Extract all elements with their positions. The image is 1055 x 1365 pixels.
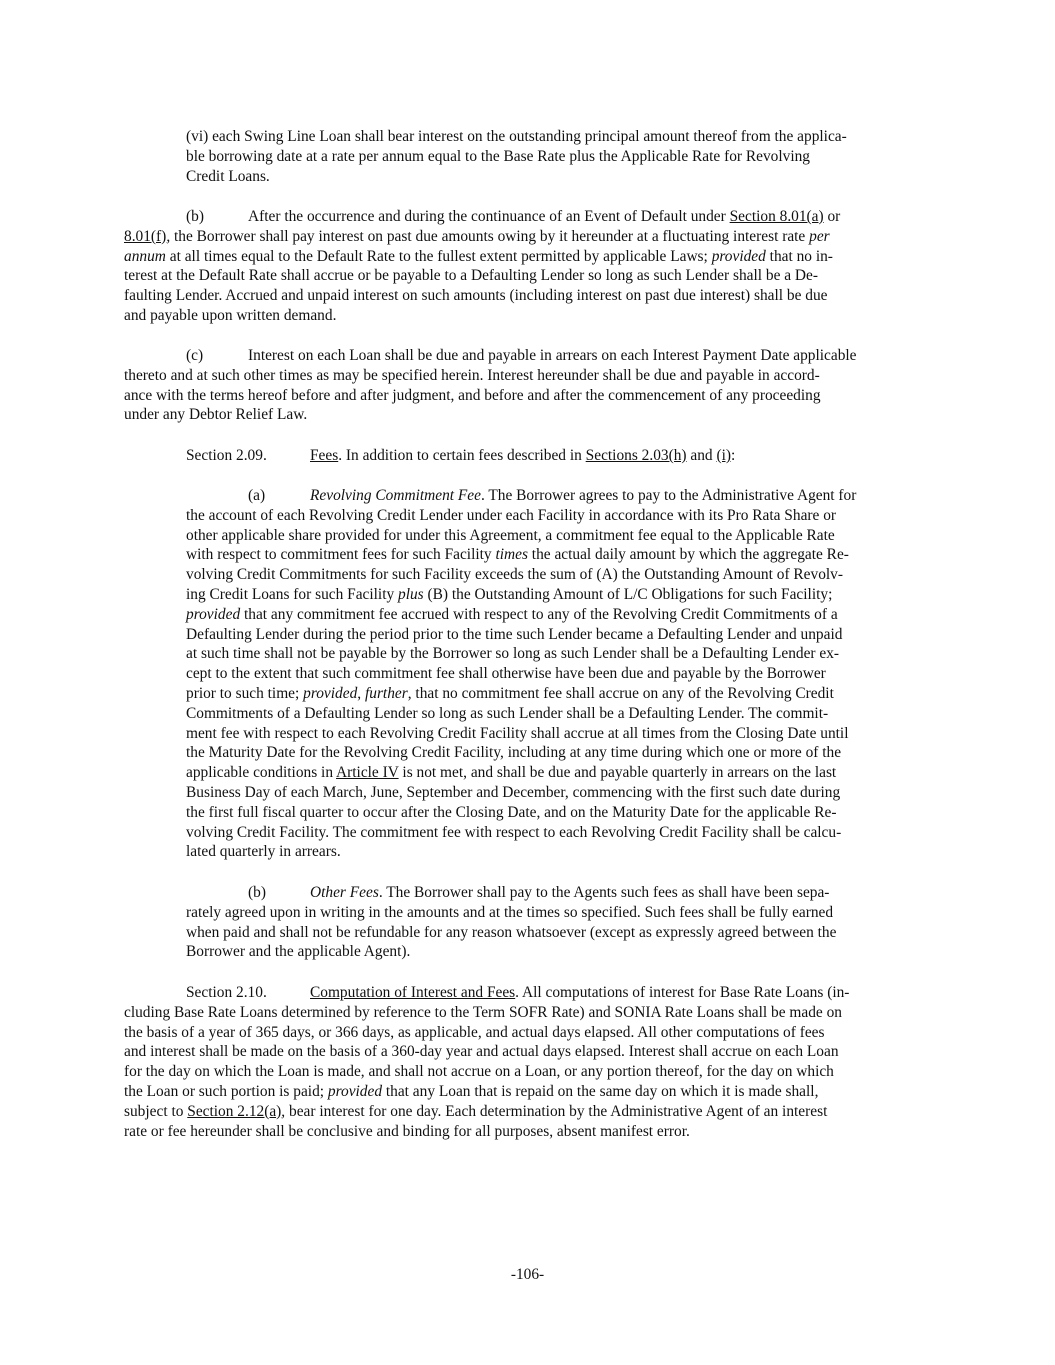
clause-vi-line: (vi) each Swing Line Loan shall bear interest on the outstanding principal amount thereof from the applica- xyxy=(186,128,847,145)
paragraph-c-interest-payment: (c) Interest on each Loan shall be due and payable in arrears on each Interest Payment Date applicable thereto and at such other times as may be specified herein. Interest hereunder shall be due and payable in accord- ance with the terms hereof before and after judgment, and before and after the commencement of any proceeding under any Debtor Relief Law. xyxy=(124,347,857,424)
page-number: -106- xyxy=(510,1266,545,1283)
clause-vi-line: ble borrowing date at a rate per annum equal to the Base Rate plus the Applicable Rate for Revolving xyxy=(186,147,810,165)
paragraph-marker: (b) xyxy=(248,884,266,901)
clause-vi xyxy=(186,127,847,186)
cross-reference-link[interactable]: Section 8.01(a) xyxy=(729,208,824,225)
section-title: Computation of Interest and Fees xyxy=(310,984,516,1001)
section-number: Section 2.09. xyxy=(186,447,267,464)
cross-reference-link[interactable]: Article IV xyxy=(336,764,399,782)
section-2-10-computation: Section 2.10. Computation of Interest and Fees. All computations of interest for Base Rate Loans (in- cluding Base Rate Loans determined by reference to the Term SOFR Rate) and SONIA Rate Loans shall be made on the basis of a year of 365 days, or 366 days, as applicable, and actual days elapsed. All other computations of fees and interest shall be made on the basis of a 360-day year and actual days elapsed. Interest shall accrue on each Loan for the day on which the Loan is made, and shall not accrue on a Loan, or any portion thereof, for the day on which the Loan or such portion is paid; provided that any Loan that is repaid on the same day on which it is made shall, subject to Section 2.12(a), bear interest for one day. Each determination by the Administrative Agent of an interest rate or fee hereunder shall be conclusive and binding for all purposes, absent manifest error. xyxy=(124,984,850,1140)
section-title: Fees xyxy=(310,447,339,464)
clause-vi-line: Credit Loans. xyxy=(186,167,270,185)
subsection-heading: Other Fees xyxy=(310,884,379,901)
cross-reference-link[interactable]: (i) xyxy=(716,447,732,464)
paragraph-b-default-interest: (b) After the occurrence and during the continuance of an Event of Default under Section 8.01(a) or 8.01(f), the Borrower shall pay interest on past due amounts owing by it hereunder at a fluctuating interest rate per annum at all times equal to the Default Rate to the fullest extent permitted by applicable Laws; provided that no in- terest at the Default Rate shall accrue or be payable to a Defaulting Lender so long as such Lender shall be a De- faulting Lender. Accrued and unpaid interest on such amounts (including interest on past due interest) shall be due and payable upon written demand. xyxy=(124,208,841,324)
paragraph-marker: (a) xyxy=(248,487,266,504)
section-number: Section 2.10. xyxy=(186,984,267,1001)
subsection-heading: Revolving Commitment Fee xyxy=(310,487,481,504)
cross-reference-link[interactable]: Section 2.12(a) xyxy=(187,1102,282,1120)
section-2-09-b-other-fees: (b) Other Fees. The Borrower shall pay to the Agents such fees as shall have been sepa- rately agreed upon in writing in the amounts and at the times so specified. Such fees shall be fully earned when paid and shall not be refundable for any reason whatsoever (except as expressly agreed between the Borrower and the applicable Agent). xyxy=(186,884,837,961)
cross-reference-link[interactable]: 8.01(f) xyxy=(124,227,167,245)
paragraph-marker: (c) xyxy=(186,347,204,364)
paragraph-marker: (b) xyxy=(186,208,204,225)
cross-reference-link[interactable]: Sections 2.03(h) xyxy=(585,447,687,464)
section-2-09-a-commitment-fee: (a) Revolving Commitment Fee. The Borrower agrees to pay to the Administrative Agent for the account of each Revolving Credit Lender under each Facility in accordance with its Pro Rata Share or other applicable share provided for under this Agreement, a commitment fee equal to the Applicable Rate with respect to commitment fees for such Facility times the actual daily amount by which the aggregate Re- volving Credit Commitments for such Facility exceeds the sum of (A) the Outstanding Amount of Revolv- ing Credit Loans for such Facility plus (B) the Outstanding Amount of L/C Obligations for such Facility; provided that any commitment fee accrued with respect to any of the Revolving Credit Commitments of a Defaulting Lender during the period prior to the time such Lender became a Defaulting Lender and unpaid at such time shall not be payable by the Borrower so long as such Lender shall be a Defaulting Lender ex- cept to the extent that such commitment fee shall otherwise have been due and payable by the Borrower prior to such time; provided, further, that no commitment fee shall accrue on any of the Revolving Credit Commitments of a Defaulting Lender so long as such Lender shall be a Defaulting Lender. The commit- ment fee with respect to each Revolving Credit Facility shall accrue at all times from the Closing Date until the Maturity Date for the Revolving Credit Facility, including at any time during which one or more of the applicable conditions in Article IV is not met, and shall be due and payable quarterly in arrears on the last Business Day of each March, June, September and December, commencing with the first such date during the first full fiscal quarter to occur after the Closing Date, and on the Maturity Date for the applicable Re- volving Credit Facility. The commitment fee with respect to each Revolving Credit Facility shall be calcu- lated quarterly in arrears. xyxy=(186,487,857,861)
section-2-09-heading: Section 2.09. Fees. In addition to certain fees described in Sections 2.03(h) and (i): xyxy=(186,447,736,464)
